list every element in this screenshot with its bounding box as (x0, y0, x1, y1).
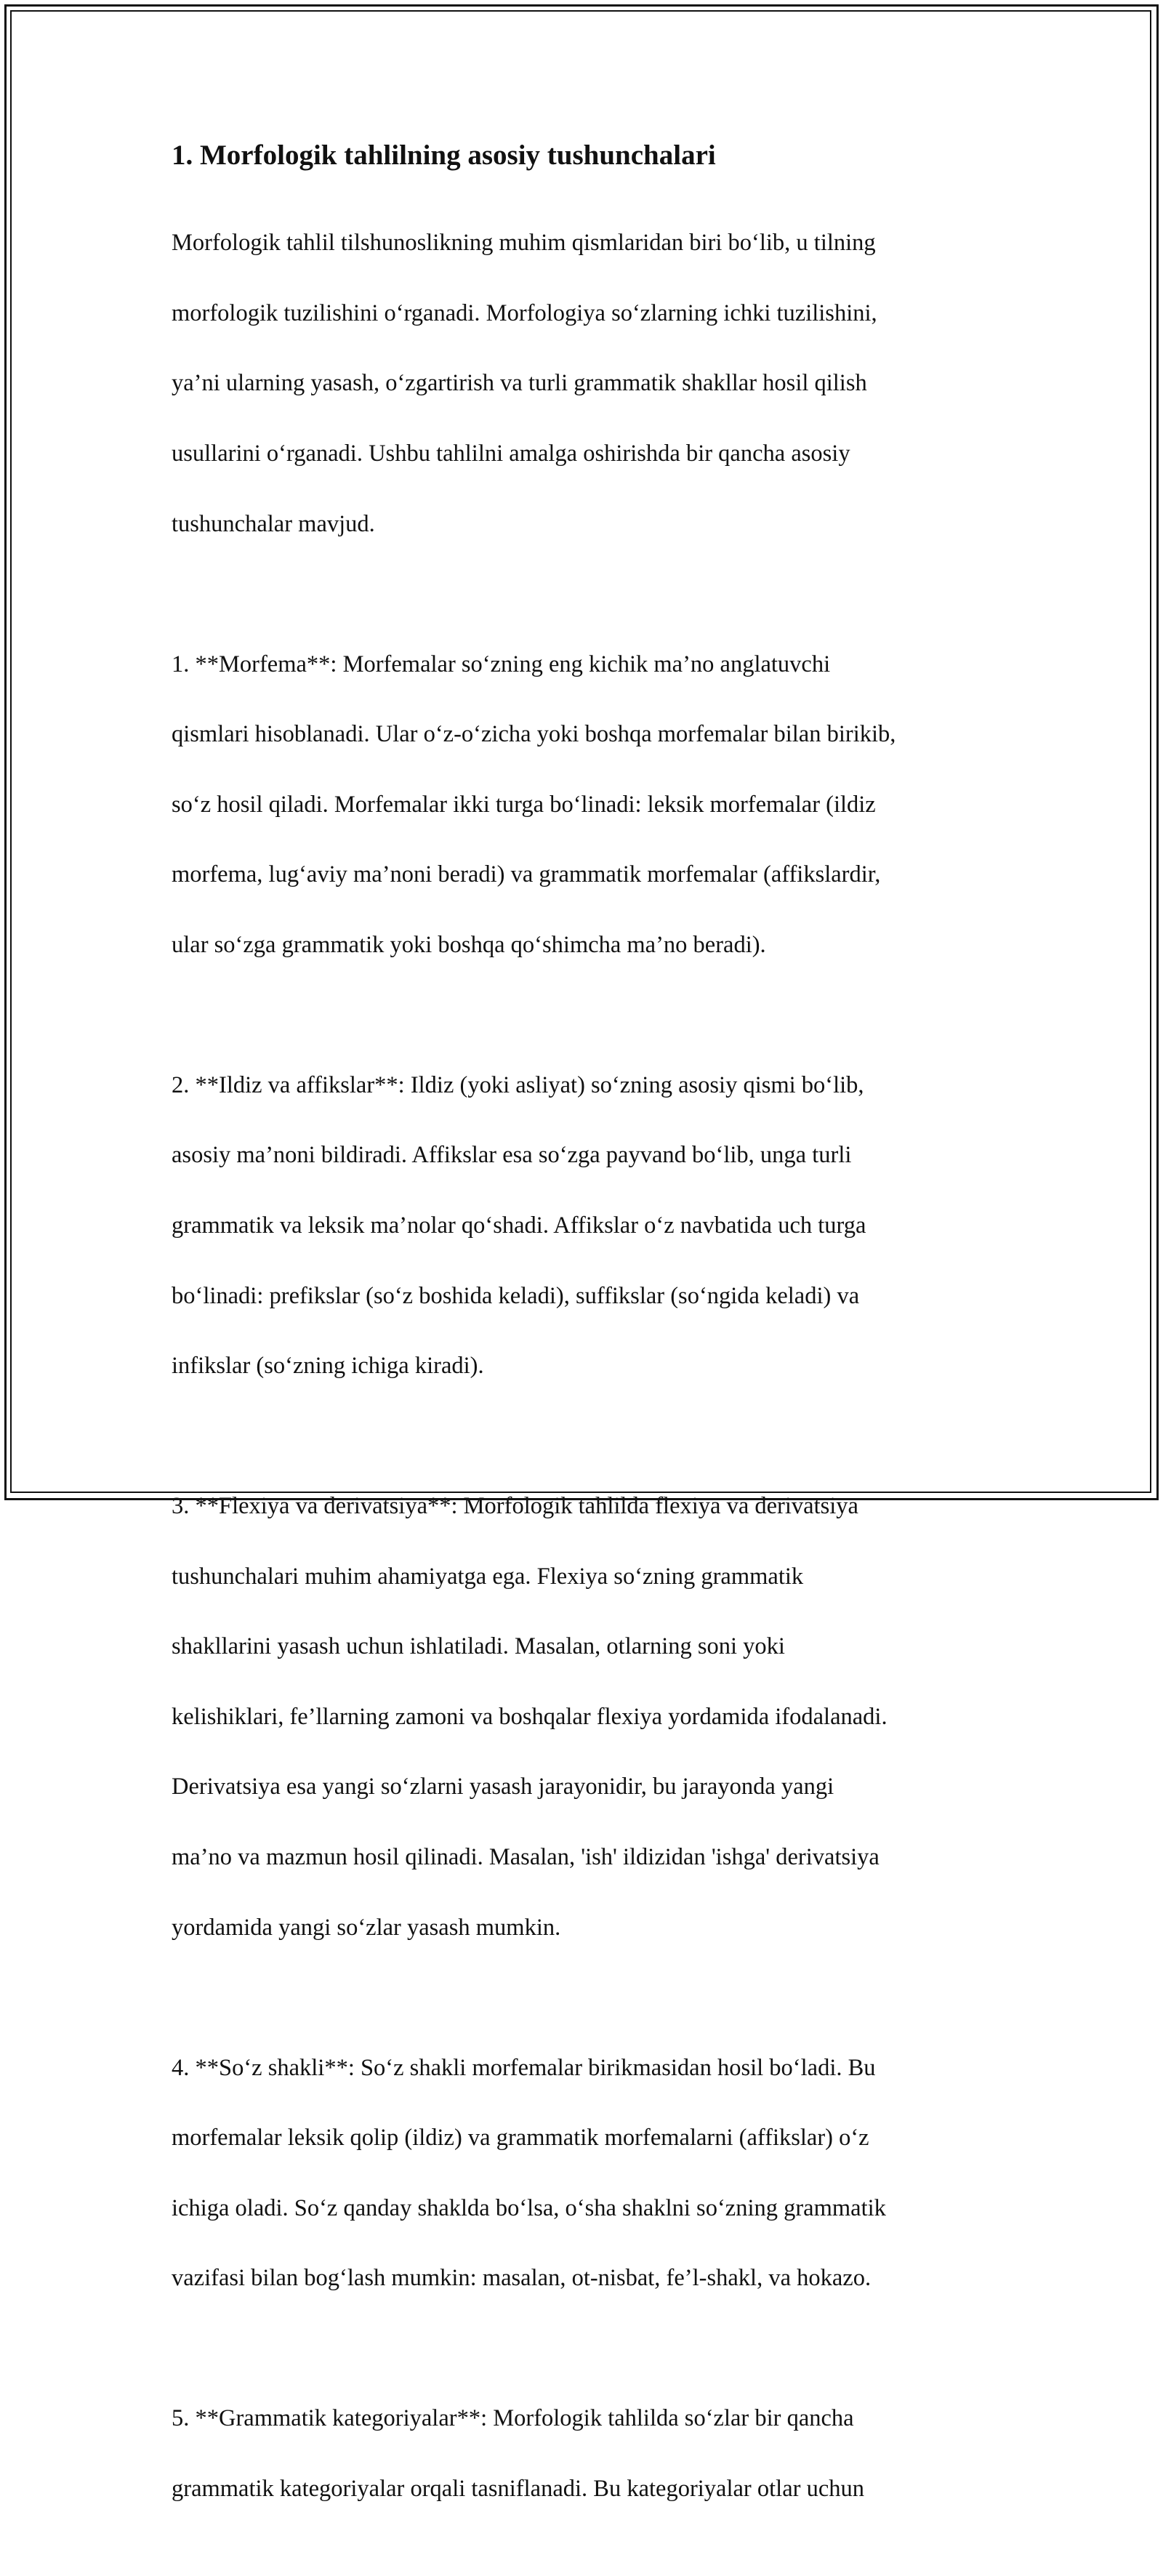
ildiz-affikslar-paragraph (172, 1033, 993, 1419)
paragraph-line: usullarini o‘rganadi. Ushbu tahlilni amalga oshirishda bir qancha asosiy (172, 440, 850, 467)
paragraph-line: grammatik va leksik ma’nolar qo‘shadi. Affikslar o‘z navbatida uch turga (172, 1212, 866, 1239)
paragraph-line: tushunchalar mavjud. (172, 510, 375, 537)
paragraph-line: asosiy ma’noni bildiradi. Affikslar esa so‘zga payvand bo‘lib, unga turli (172, 1142, 852, 1169)
paragraph-line: grammatik kategoriyalar orqali tasniflanadi. Bu kategoriyalar otlar uchun (172, 2475, 864, 2502)
paragraph-line: qismlari hisoblanadi. Ular o‘z-o‘zicha yoki boshqa morfemalar bilan birikib, (172, 721, 896, 748)
paragraph-line: 5. **Grammatik kategoriyalar**: Morfologik tahlilda so‘zlar bir qancha (172, 2405, 854, 2432)
paragraph-line: ma’no va mazmun hosil qilinadi. Masalan, 'ish' ildizidan 'ishga' derivatsiya (172, 1844, 880, 1871)
paragraph-line: so‘z hosil qiladi. Morfemalar ikki turga bo‘linadi: leksik morfemalar (ildiz (172, 791, 876, 818)
paragraph-line: 3. **Flexiya va derivatsiya**: Morfologik tahlilda flexiya va derivatsiya (172, 1493, 858, 1520)
paragraph-line: morfema, lug‘aviy ma’noni beradi) va grammatik morfemalar (affikslardir, (172, 861, 881, 888)
paragraph-line: morfemalar leksik qolip (ildiz) va grammatik morfemalarni (affikslar) o‘z (172, 2125, 869, 2152)
paragraph-line: Morfologik tahlil tilshunoslikning muhim qismlaridan biri bo‘lib, u tilning (172, 230, 876, 257)
soz-shakli-paragraph (172, 2015, 993, 2331)
paragraph-line: bo‘linadi: prefikslar (so‘z boshida keladi), suffikslar (so‘ngida keladi) va (172, 1282, 860, 1309)
paragraph-line: yordamida yangi so‘zlar yasash mumkin. (172, 1914, 561, 1941)
paragraph-line: vazifasi bilan bog‘lash mumkin: masalan, ot-nisbat, fe’l-shakl, va hokazo. (172, 2265, 872, 2292)
paragraph-line: ular so‘zga grammatik yoki boshqa qo‘shimcha ma’no beradi). (172, 931, 766, 958)
paragraph-line: 2. **Ildiz va affikslar**: Ildiz (yoki asliyat) so‘zning asosiy qismi bo‘lib, (172, 1071, 864, 1098)
document-page (172, 137, 993, 2576)
paragraph-line: infikslar (so‘zning ichiga kiradi). (172, 1353, 484, 1380)
paragraph-line: morfologik tuzilishini o‘rganadi. Morfologiya so‘zlarning ichki tuzilishini, (172, 299, 877, 326)
paragraph-line: 1. **Morfema**: Morfemalar so‘zning eng kichik ma’no anglatuvchi (172, 651, 831, 677)
flexiya-derivatsiya-paragraph (172, 1454, 993, 1980)
intro-paragraph (172, 190, 993, 576)
morfema-paragraph (172, 611, 993, 997)
paragraph-line: ya’ni ularning yasash, o‘zgartirish va turli grammatik shakllar hosil qilish (172, 370, 867, 397)
paragraph-line: shakllarini yasash uchun ishlatiladi. Masalan, otlarning soni yoki (172, 1633, 785, 1660)
paragraph-line: ichiga oladi. So‘z qanday shaklda bo‘lsa, o‘sha shaklni so‘zning grammatik (172, 2194, 886, 2221)
paragraph-line: kelishiklari, fe’llarning zamoni va boshqalar flexiya yordamida ifodalanadi. (172, 1703, 888, 1730)
grammatik-kategoriyalar-paragraph (172, 2366, 993, 2541)
paragraph-line: tushunchalari muhim ahamiyatga ega. Flexiya so‘zning grammatik (172, 1563, 804, 1590)
paragraph-line: 4. **So‘z shakli**: So‘z shakli morfemalar birikmasidan hosil bo‘ladi. Bu (172, 2054, 876, 2081)
section-heading: 1. Morfologik tahlilning asosiy tushunchalari (172, 140, 716, 171)
paragraph-line: Derivatsiya esa yangi so‘zlarni yasash jarayonidir, bu jarayonda yangi (172, 1774, 834, 1800)
